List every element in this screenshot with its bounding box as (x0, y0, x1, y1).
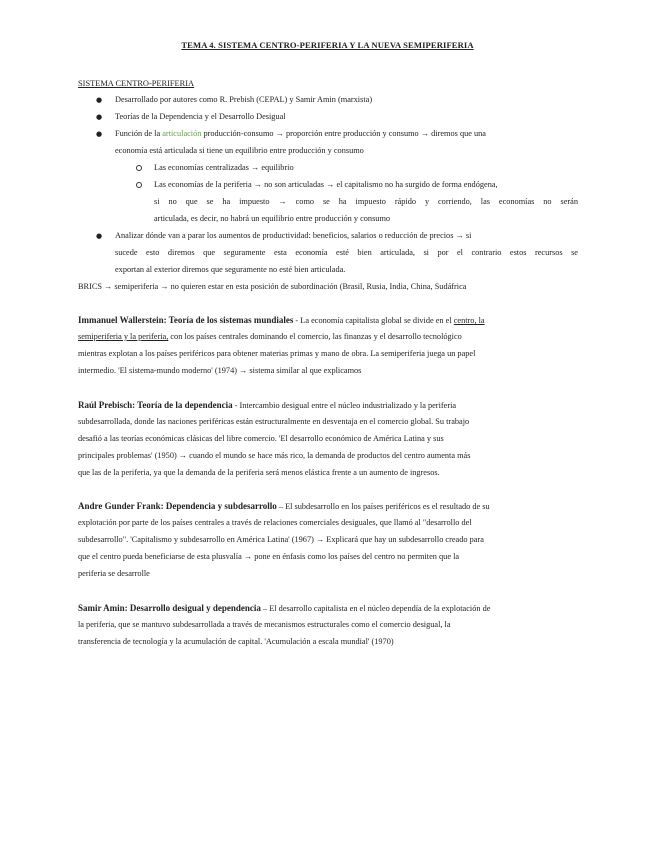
bullet-3-prefix: Función de la (115, 129, 163, 138)
brics-line: BRICS → semiperiferia → no quieren estar en esta posición de subordinación (Brasil, Rusia, India, China, Sudáfrica (78, 282, 467, 291)
wallerstein-heading: Immanuel Wallerstein: Teoría de los sistemas mundiales (78, 315, 294, 325)
page-title: TEMA 4. SISTEMA CENTRO-PERIFERIA Y LA NUEVA SEMIPERIFERIA (181, 40, 474, 50)
bullet-3-line2: economía está articulada si tiene un equilibrio entre producción y consumo (115, 146, 364, 155)
amin-heading: Samir Amin: Desarrollo desigual y dependencia (78, 603, 261, 613)
wallerstein-line1 (78, 312, 485, 330)
bullet-3-line1: producción-consumo → proporción entre producción y consumo → diremos que una (201, 129, 486, 138)
wallerstein-text-1ul: centro, la (453, 316, 485, 325)
frank-text-1: – El subdesarrollo en los países periféricos es el resultado de su (276, 502, 490, 511)
sub-bullet-text-1: Las economías centralizadas → equilibrio (154, 163, 294, 172)
frank-line4: que el centro pueda beneficiarse de esta plusvalía → pone en énfasis como los países del centro no permiten que la (78, 552, 460, 561)
frank-line5: periferia se desarrolle (78, 569, 150, 578)
frank-heading: Andre Gunder Frank: Dependencia y subdesarrollo (78, 501, 277, 511)
prebisch-line1 (78, 397, 456, 415)
prebisch-line2: subdesarrollada, donde las naciones periféricas están estructuralmente en desventaja en el comercio global. Su trabajo (78, 417, 470, 426)
bullet-dot: ● (96, 130, 103, 138)
bullet-dot: ● (96, 96, 103, 104)
wallerstein-line3: mientras explotan a los países periféricos para obtener materias primas y mano de obra. La semiperiferia juega un papel (78, 349, 476, 358)
prebisch-line3: desafió a las teorías económicas clásicas del libre comercio. 'El desarrollo económico de América Latina y sus (78, 434, 444, 443)
bullet-text-4-line2: sucede esto diremos que seguramente esta economía esté bien articulada, si por el contrario estos recursos se (115, 248, 578, 257)
sub-bullet-text-2-line3: articulada, es decir, no habrá un equilibrio entre producción y consumo (154, 214, 391, 223)
amin-line2: la periferia, que se mantuvo subdesarrollada a través de mecanismos estructurales como el comercio desigual, la (78, 620, 451, 629)
frank-line2: explotación por parte de los países centrales a través de relaciones comerciales desiguales, que llamó al "desarrollo del (78, 518, 472, 527)
prebisch-heading: Raúl Prebisch: Teoría de la dependencia (78, 400, 233, 410)
wallerstein-text-1a: - La economía capitalista global se divide en el (293, 316, 454, 325)
amin-line3: transferencia de tecnología y la acumulación de capital. 'Acumulación a escala mundial' (1970) (78, 637, 394, 646)
wallerstein-line4: intermedio. 'El sistema-mundo moderno' (1974) → sistema similar al que explicamos (78, 366, 362, 375)
articulacion-term: articulación (162, 129, 202, 138)
bullet-text-4-line3: exportan al exterior diremos que seguramente no esté bien articulada. (115, 265, 346, 274)
sub-bullet-text-2-line2: si no que se ha impuesto → como se ha impuesto rápido y corriendo, las economías no serán (154, 197, 578, 206)
wallerstein-text-2b: con los países centrales dominando el comercio, las finanzas y el desarrollo tecnológico (168, 332, 462, 341)
sub-bullet-circle (136, 165, 142, 171)
frank-line3: subdesarrollo". 'Capitalismo y subdesarrollo en América Latina' (1967) → Explicará que hay un subdesarrollo creado para (78, 535, 484, 544)
bullet-text-3 (115, 126, 486, 143)
amin-line1 (78, 600, 490, 618)
bullet-text-4-line1: Analizar dónde van a parar los aumentos de productividad: beneficios, salarios o reducción de precios → si (115, 231, 472, 240)
bullet-text-2: Teorías de la Dependencia y el Desarrollo Desigual (115, 112, 286, 121)
frank-line1 (78, 498, 490, 516)
section-heading: SISTEMA CENTRO-PERIFERIA (78, 79, 195, 88)
sub-bullet-text-2-line1: Las economías de la periferia → no son articuladas → el capitalismo no ha surgido de forma endógena, (154, 180, 498, 189)
prebisch-line5: que las de la periferia, ya que la demanda de la periferia será menos elástica frente a un aumento de ingresos. (78, 468, 440, 477)
prebisch-text-1: - Intercambio desigual entre el núcleo industrializado y la periferia (232, 401, 457, 410)
bullet-text-1: Desarrollado por autores como R. Prebish (CEPAL) y Samir Amin (marxista) (115, 95, 373, 104)
wallerstein-text-2ul: semiperiferia y la periferia, (78, 332, 169, 341)
sub-bullet-circle (136, 182, 142, 188)
prebisch-line4: principales problemas' (1950) → cuando el mundo se hace más rico, la demanda de productos del centro aumenta más (78, 451, 471, 460)
bullet-dot: ● (96, 113, 103, 121)
bullet-dot: ● (96, 232, 103, 240)
wallerstein-line2 (78, 329, 462, 346)
amin-text-1: – El desarrollo capitalista en el núcleo dependía de la explotación de (260, 604, 491, 613)
